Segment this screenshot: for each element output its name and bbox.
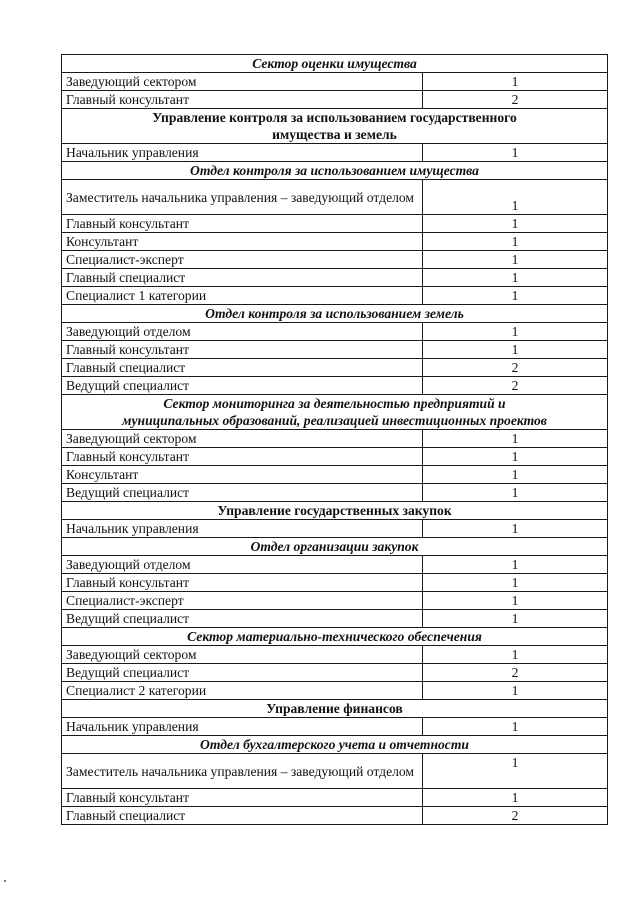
position-title: Специалист 1 категории — [62, 287, 423, 305]
position-count: 1 — [423, 448, 608, 466]
position-row — [62, 610, 608, 628]
position-title: Ведущий специалист — [62, 484, 423, 502]
section-header: Отдел организации закупок — [62, 538, 608, 556]
position-row — [62, 556, 608, 574]
section-header-row — [62, 538, 608, 556]
position-count: 1 — [423, 520, 608, 538]
position-row — [62, 359, 608, 377]
scan-speck — [4, 880, 6, 882]
section-header: Управление государственных закупок — [62, 502, 608, 520]
section-header-row — [62, 736, 608, 754]
position-title: Консультант — [62, 233, 423, 251]
position-title: Специалист 2 категории — [62, 682, 423, 700]
position-row — [62, 448, 608, 466]
position-count: 2 — [423, 359, 608, 377]
position-count: 2 — [423, 91, 608, 109]
section-header-row — [62, 109, 608, 144]
section-header-row — [62, 628, 608, 646]
section-header-row — [62, 162, 608, 180]
position-count: 1 — [423, 430, 608, 448]
position-title: Главный специалист — [62, 359, 423, 377]
position-title: Главный консультант — [62, 789, 423, 807]
position-row — [62, 646, 608, 664]
section-header: Сектор оценки имущества — [62, 55, 608, 73]
position-row — [62, 664, 608, 682]
position-title: Специалист-эксперт — [62, 251, 423, 269]
position-title: Ведущий специалист — [62, 664, 423, 682]
position-title: Главный консультант — [62, 341, 423, 359]
position-row — [62, 323, 608, 341]
position-title: Заведующий отделом — [62, 323, 423, 341]
position-row — [62, 215, 608, 233]
position-title: Главный специалист — [62, 807, 423, 825]
position-count: 1 — [423, 484, 608, 502]
position-title: Начальник управления — [62, 520, 423, 538]
section-header: Сектор мониторинга за деятельностью предприятий и муниципальных образований, реализацией инвестиционных проектов — [62, 395, 608, 430]
position-count: 1 — [423, 144, 608, 162]
position-count: 1 — [423, 718, 608, 736]
position-count: 1 — [423, 215, 608, 233]
position-count: 1 — [423, 556, 608, 574]
position-title: Заведующий отделом — [62, 556, 423, 574]
section-header: Управление финансов — [62, 700, 608, 718]
position-count: 2 — [423, 664, 608, 682]
position-count: 1 — [423, 574, 608, 592]
position-title: Главный консультант — [62, 448, 423, 466]
section-header: Сектор материально-технического обеспечения — [62, 628, 608, 646]
section-header: Отдел контроля за использованием земель — [62, 305, 608, 323]
position-count: 1 — [423, 592, 608, 610]
position-row — [62, 144, 608, 162]
position-count: 1 — [423, 287, 608, 305]
section-header: Отдел бухгалтерского учета и отчетности — [62, 736, 608, 754]
section-header: Управление контроля за использованием государственного имущества и земель — [62, 109, 608, 144]
section-header-row — [62, 55, 608, 73]
position-title: Заведующий сектором — [62, 73, 423, 91]
position-count: 1 — [423, 180, 608, 215]
position-title: Консультант — [62, 466, 423, 484]
position-count: 1 — [423, 789, 608, 807]
staffing-table-body — [62, 55, 608, 825]
position-title: Начальник управления — [62, 718, 423, 736]
section-header-row — [62, 395, 608, 430]
position-title: Ведущий специалист — [62, 377, 423, 395]
position-row — [62, 180, 608, 215]
position-title: Специалист-эксперт — [62, 592, 423, 610]
position-row — [62, 592, 608, 610]
section-header-row — [62, 502, 608, 520]
position-row — [62, 682, 608, 700]
position-title: Заместитель начальника управления – заведующий отделом — [62, 754, 423, 789]
section-header-row — [62, 700, 608, 718]
position-count: 1 — [423, 341, 608, 359]
position-row — [62, 269, 608, 287]
position-title: Заместитель начальника управления – заведующий отделом — [62, 180, 423, 215]
position-row — [62, 430, 608, 448]
position-row — [62, 377, 608, 395]
position-title: Заведующий сектором — [62, 646, 423, 664]
position-count: 1 — [423, 269, 608, 287]
position-count: 1 — [423, 73, 608, 91]
position-title: Главный консультант — [62, 91, 423, 109]
position-row — [62, 520, 608, 538]
position-count: 2 — [423, 377, 608, 395]
position-row — [62, 807, 608, 825]
position-title: Главный консультант — [62, 574, 423, 592]
position-count: 2 — [423, 807, 608, 825]
position-count: 1 — [423, 646, 608, 664]
position-row — [62, 73, 608, 91]
position-count: 1 — [423, 754, 608, 789]
position-count: 1 — [423, 251, 608, 269]
position-count: 1 — [423, 610, 608, 628]
position-row — [62, 466, 608, 484]
position-row — [62, 718, 608, 736]
position-count: 1 — [423, 233, 608, 251]
section-header: Отдел контроля за использованием имущества — [62, 162, 608, 180]
position-title: Главный консультант — [62, 215, 423, 233]
position-row — [62, 484, 608, 502]
position-count: 1 — [423, 466, 608, 484]
position-row — [62, 233, 608, 251]
position-row — [62, 287, 608, 305]
position-row — [62, 341, 608, 359]
position-title: Ведущий специалист — [62, 610, 423, 628]
position-row — [62, 91, 608, 109]
position-row — [62, 754, 608, 789]
position-row — [62, 251, 608, 269]
position-count: 1 — [423, 682, 608, 700]
position-title: Заведующий сектором — [62, 430, 423, 448]
section-header-row — [62, 305, 608, 323]
position-title: Главный специалист — [62, 269, 423, 287]
position-count: 1 — [423, 323, 608, 341]
position-title: Начальник управления — [62, 144, 423, 162]
position-row — [62, 574, 608, 592]
staffing-table — [61, 54, 608, 825]
position-row — [62, 789, 608, 807]
